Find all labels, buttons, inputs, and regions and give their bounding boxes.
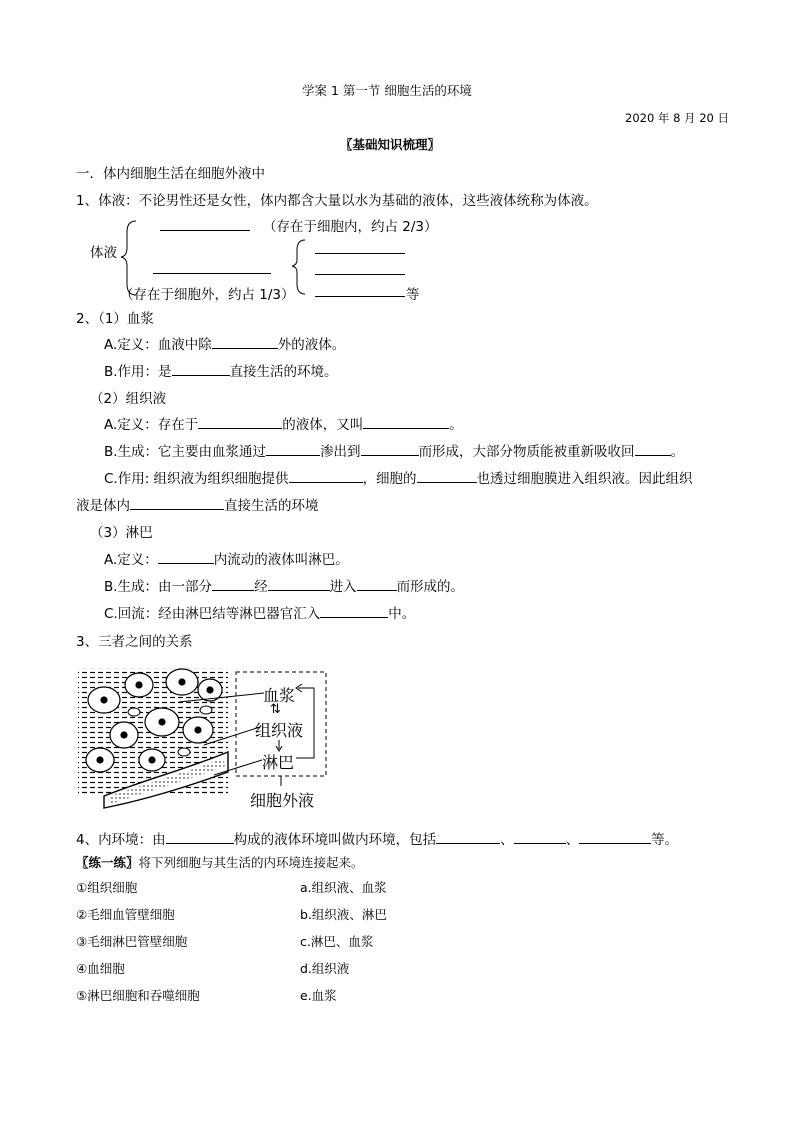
item4-text: 4、内环境：由 构成的液体环境叫做内环境，包括 、 、 等。 — [76, 832, 679, 848]
blank-plasma-fun[interactable] — [172, 363, 230, 376]
lymph-heading: （3）淋巴 — [90, 525, 153, 541]
extracellular-note: （存在于细胞外，约占 1/3） — [120, 287, 295, 303]
blank-item4-3[interactable] — [514, 831, 566, 844]
blank-lymph-ret[interactable] — [320, 605, 388, 618]
practice-prompt: 〖练一练〗将下列细胞与其生活的内环境连接起来。 — [76, 855, 364, 870]
blank-lymph-gen-2[interactable] — [268, 578, 330, 591]
plasma-function: B.作用：是 直接生活的环境。 — [104, 364, 338, 380]
diagram-tissue-label: 组织液 — [255, 721, 304, 740]
tissue-generation: B.生成：它主要由血浆通过 渗出到 而形成，大部分物质能被重新吸收回 。 — [104, 444, 685, 460]
page-title: 学案 1 第一节 细胞生活的环境 — [302, 83, 472, 98]
blank-item4-4[interactable] — [579, 831, 651, 844]
match-left-item: ①组织细胞 — [76, 880, 138, 895]
blank-item4-2[interactable] — [436, 831, 500, 844]
practice-label: 〖练一练〗 — [76, 855, 139, 870]
match-right-item: c.淋巴、血浆 — [300, 934, 374, 949]
blank-item4-1[interactable] — [166, 831, 234, 844]
blank-plasma-def[interactable] — [212, 336, 278, 349]
match-right-item: b.组织液、淋巴 — [300, 907, 387, 922]
lymph-generation: B.生成：由一部分 经 进入 而形成的。 — [104, 579, 465, 595]
blank-lymph-def[interactable] — [158, 551, 214, 564]
match-left-item: ④血细胞 — [76, 961, 125, 976]
plasma-definition: A.定义：血液中除 外的液体。 — [104, 337, 346, 353]
lymph-return: C.回流：经由淋巴结等淋巴器官汇入 中。 — [104, 606, 416, 622]
blank-lymph-gen-1[interactable] — [212, 578, 254, 591]
blank-extracellular[interactable] — [153, 261, 271, 274]
blank-tissue-fun-1[interactable] — [289, 470, 363, 483]
intracellular-note: （存在于细胞内，约占 2/3） — [263, 219, 438, 235]
date: 2020 年 8 月 20 日 — [625, 111, 729, 125]
match-left-list — [76, 874, 200, 1009]
part1-heading: 一．体内细胞生活在细胞外液中 — [76, 166, 265, 182]
match-right-list — [300, 874, 387, 1009]
match-right-item: e.血浆 — [300, 988, 337, 1003]
blank-tissue-gen-1[interactable] — [266, 443, 320, 456]
blank-ecf-2[interactable] — [315, 262, 405, 275]
blank-lymph-gen-3[interactable] — [357, 578, 397, 591]
blank-ecf-3[interactable] — [315, 284, 405, 297]
match-right-item: d.组织液 — [300, 961, 350, 976]
blank-tissue-fun-2[interactable] — [417, 470, 477, 483]
blank-intracellular[interactable] — [160, 218, 250, 231]
deng-text: 等 — [406, 287, 420, 303]
tissue-definition: A.定义：存在于 的液体，又叫 。 — [104, 417, 463, 433]
diagram-lymph-label: 淋巴 — [262, 753, 295, 772]
section-header: 〖基础知识梳理〗 — [340, 137, 441, 152]
diagram-ecf-label: 细胞外液 — [250, 791, 315, 810]
blank-tissue-gen-2[interactable] — [361, 443, 419, 456]
blank-tissue-def-2[interactable] — [363, 416, 449, 429]
blank-ecf-1[interactable] — [315, 241, 405, 254]
lymph-definition: A.定义： 内流动的液体叫淋巴。 — [104, 552, 349, 568]
tissue-function: C.作用: 组织液为组织细胞提供 ，细胞的 也透过细胞膜进入组织液。因此组织 — [104, 471, 693, 487]
match-left-item: ③毛细淋巴管壁细胞 — [76, 934, 188, 949]
match-right-item: a.组织液、血浆 — [300, 880, 387, 895]
diagram-plasma-label: 血浆 — [263, 686, 296, 705]
match-left-item: ⑤淋巴细胞和吞噬细胞 — [76, 988, 200, 1003]
tissue-function-cont: 液是体内 直接生活的环境 — [76, 498, 319, 514]
item1-text: 1、体液：不论男性还是女性，体内都含大量以水为基础的液体，这些液体统称为体液。 — [76, 193, 598, 209]
body-fluid-label: 体液 — [90, 245, 117, 261]
blank-tissue-def-1[interactable] — [198, 416, 282, 429]
item3-heading: 3、三者之间的关系 — [76, 634, 193, 650]
match-left-item: ②毛细血管壁细胞 — [76, 907, 175, 922]
diagram-exchange-arrow: ⇅ — [270, 702, 281, 717]
item2-heading: 2、（1）血浆 — [76, 311, 154, 327]
blank-tissue-gen-3[interactable] — [635, 443, 671, 456]
blank-tissue-fun-3[interactable] — [130, 497, 224, 510]
tissue-heading: （2）组织液 — [90, 391, 167, 407]
